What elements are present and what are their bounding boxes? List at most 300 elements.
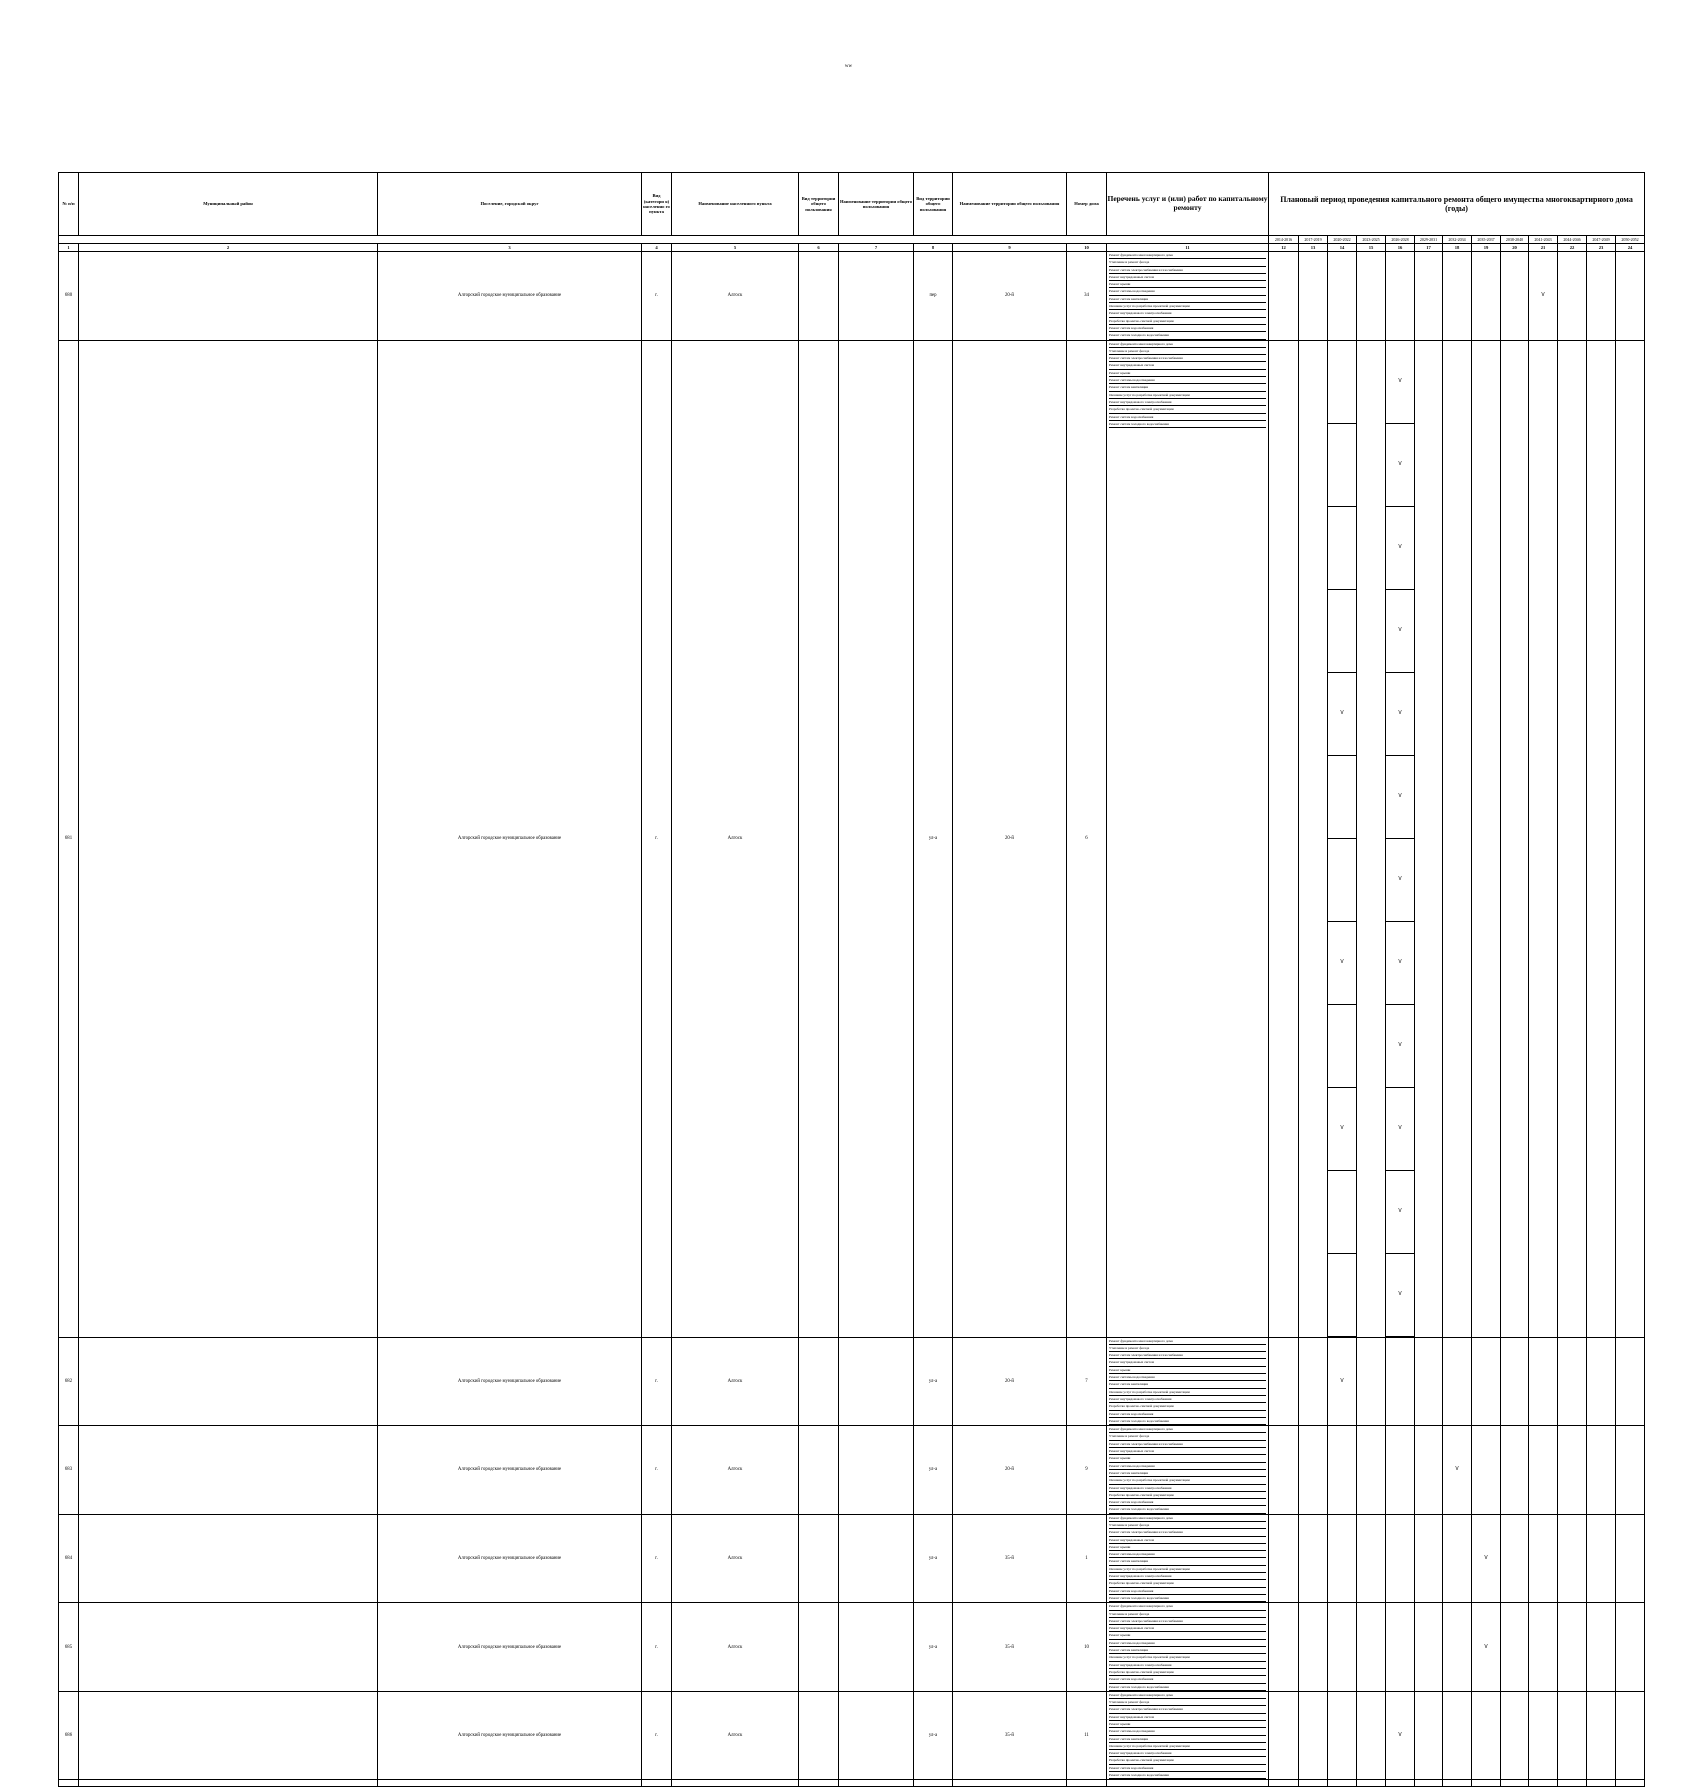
- period-cell: [1328, 1426, 1357, 1515]
- period-cell: [1587, 1691, 1616, 1780]
- col-locality-name-header: Наименование населенного пункта: [672, 173, 799, 236]
- period-subcell: V: [1386, 672, 1414, 755]
- period-cell: [1269, 1337, 1299, 1426]
- period-cell: [1529, 1514, 1558, 1603]
- row-number: 680: [59, 252, 79, 341]
- col-num-header: № п/п: [59, 173, 79, 236]
- work-item: Разработка проектно-сметной документации: [1109, 318, 1266, 325]
- period-cell: [1328, 1514, 1357, 1603]
- header-row: [59, 173, 1645, 236]
- year-cell: 2026-2028: [1386, 236, 1415, 244]
- work-item: Ремонт систем водоснабжения: [1109, 1499, 1266, 1506]
- locality-name-cell: Алгоск: [672, 340, 799, 1337]
- period-subcell: V: [1386, 506, 1414, 589]
- locality-type-cell: г.: [642, 340, 672, 1337]
- work-item: Ремонт систем вентиляции: [1109, 1470, 1266, 1477]
- work-item: Ремонт систем вентиляции: [1109, 1736, 1266, 1743]
- street-name-cell: [839, 1603, 914, 1692]
- period-subcell: V: [1328, 921, 1356, 1004]
- period-cell: [1443, 340, 1472, 1337]
- row-number: 683: [59, 1426, 79, 1515]
- period-cell: [1558, 1603, 1587, 1692]
- settlement-cell: Алгорский городское муниципальное образование: [378, 252, 642, 341]
- column-number: 7: [839, 244, 914, 252]
- period-subcell: [1328, 1170, 1356, 1253]
- continuation-cell: [1587, 1780, 1616, 1787]
- road-type-cell: ул-а: [914, 340, 953, 1337]
- district-cell: [79, 1691, 378, 1780]
- capital-repair-table: [58, 172, 1640, 1787]
- continuation-cell: [1386, 1780, 1415, 1787]
- work-item: Ремонт системы водоотведения: [1109, 1374, 1266, 1381]
- period-subcell: V: [1328, 672, 1356, 755]
- continuation-cell: [1269, 1780, 1299, 1787]
- work-item: Ремонт систем электроснабжения и газоснабжения: [1109, 355, 1266, 362]
- locality-name-cell: Алгоск: [672, 1337, 799, 1426]
- work-item: Ремонт фундамента многоквартирного дома: [1109, 1692, 1266, 1699]
- works-list-cell: [1107, 1426, 1269, 1515]
- period-subcell: V: [1386, 1170, 1414, 1253]
- street-type-cell: [799, 340, 839, 1337]
- column-number: 8: [914, 244, 953, 252]
- continuation-cell: [79, 1780, 378, 1787]
- column-number: 11: [1107, 244, 1269, 252]
- period-cell: [1501, 1691, 1529, 1780]
- year-cell: 2050-2052: [1616, 236, 1645, 244]
- settlement-cell: Алгорский городское муниципальное образование: [378, 340, 642, 1337]
- page-number: ww: [844, 64, 853, 69]
- works-list-cell: [1107, 340, 1269, 1337]
- work-item: Ремонт систем электроснабжения и газоснабжения: [1109, 1706, 1266, 1713]
- column-number: 9: [953, 244, 1067, 252]
- col-street-name-header: Наименование территории общего пользования: [839, 173, 914, 236]
- continuation-cell: [799, 1780, 839, 1787]
- work-item: Ремонт систем водоснабжения: [1109, 1588, 1266, 1595]
- road-name-cell: 20-й: [953, 1337, 1067, 1426]
- work-item: Разработка проектно-сметной документации: [1109, 1492, 1266, 1499]
- street-type-cell: [799, 1514, 839, 1603]
- work-item: Ремонт крыши: [1109, 1544, 1266, 1551]
- period-cell: [1501, 1337, 1529, 1426]
- period-cell: [1616, 1603, 1645, 1692]
- work-item: Ремонт фундамента многоквартирного дома: [1109, 252, 1266, 259]
- street-name-cell: [839, 1337, 914, 1426]
- column-number: 20: [1501, 244, 1529, 252]
- work-item: Ремонт внутридомового электроснабжения: [1109, 310, 1266, 317]
- period-cell: [1299, 1337, 1328, 1426]
- period-cell: [1616, 1514, 1645, 1603]
- district-cell: [79, 1337, 378, 1426]
- street-name-cell: [839, 1691, 914, 1780]
- road-name-cell: 20-й: [953, 252, 1067, 341]
- col-works-header: Перечень услуг и (или) работ по капитальному ремонту: [1107, 173, 1269, 236]
- continuation-cell: [839, 1780, 914, 1787]
- settlement-cell: Алгорский городское муниципальное образование: [378, 1337, 642, 1426]
- column-numbers-row: [59, 244, 1645, 252]
- street-type-cell: [799, 1691, 839, 1780]
- works-list-cell: [1107, 1691, 1269, 1780]
- work-item: Ремонт крыши: [1109, 1721, 1266, 1728]
- work-item: Ремонт систем электроснабжения и газоснабжения: [1109, 1529, 1266, 1536]
- work-item: Ремонт системы водоотведения: [1109, 1728, 1266, 1735]
- road-name-cell: 35-й: [953, 1691, 1067, 1780]
- work-item: Ремонт систем электроснабжения и газоснабжения: [1109, 1352, 1266, 1359]
- col-house-header: Номер дома: [1067, 173, 1107, 236]
- work-item: Ремонт систем холодного водоснабжения: [1109, 332, 1266, 339]
- work-item: Оказание услуг по разработке проектной документации: [1109, 1477, 1266, 1484]
- period-cell: [1269, 1514, 1299, 1603]
- period-cell: [1357, 1691, 1386, 1780]
- work-item: Ремонт внутридомового электроснабжения: [1109, 399, 1266, 406]
- period-cell: [1558, 1514, 1587, 1603]
- col-road-type-header: Вид территории общего пользования: [914, 173, 953, 236]
- period-subcell: V: [1386, 921, 1414, 1004]
- table-row: [59, 1603, 1645, 1692]
- period-cell: [1415, 1426, 1443, 1515]
- work-item: Ремонт систем вентиляции: [1109, 1381, 1266, 1388]
- period-mark: V: [1386, 1691, 1415, 1780]
- period-cell: [1299, 340, 1328, 1337]
- house-number-cell: 34: [1067, 252, 1107, 341]
- street-name-cell: [839, 1426, 914, 1515]
- period-cell: [1616, 1337, 1645, 1426]
- house-number-cell: 7: [1067, 1337, 1107, 1426]
- period-cell: [1299, 252, 1328, 341]
- period-subcell: [1328, 755, 1356, 838]
- col-district-header: Муниципальный район: [79, 173, 378, 236]
- road-type-cell: ул-а: [914, 1514, 953, 1603]
- work-item: Утепление и ремонт фасада: [1109, 259, 1266, 266]
- continuation-cell: [642, 1780, 672, 1787]
- period-cell: [1299, 1426, 1328, 1515]
- year-cell: 2029-2031: [1415, 236, 1443, 244]
- period-subcell: [1328, 1004, 1356, 1087]
- period-subcell: [1328, 838, 1356, 921]
- column-number: 2: [79, 244, 378, 252]
- road-type-cell: ул-а: [914, 1426, 953, 1515]
- period-subcell: V: [1386, 589, 1414, 672]
- locality-name-cell: Алгоск: [672, 252, 799, 341]
- col-locality-type-header: Вид (категори я) населенно го пункта: [642, 173, 672, 236]
- years-row: [59, 236, 1645, 244]
- period-subgrid: [1328, 341, 1356, 1337]
- work-item: Ремонт фундамента многоквартирного дома: [1109, 1338, 1266, 1345]
- period-cell: [1558, 1691, 1587, 1780]
- work-item: Ремонт крыши: [1109, 281, 1266, 288]
- work-item: Ремонт внутридомовых систем: [1109, 274, 1266, 281]
- continuation-cell: [1443, 1780, 1472, 1787]
- street-type-cell: [799, 252, 839, 341]
- continuation-cell: [914, 1780, 953, 1787]
- period-subcell: [1328, 1253, 1356, 1336]
- col-period-header: Плановый период проведения капитального ремонта общего имущества многоквартирного дома (годы): [1269, 173, 1645, 236]
- work-item: Ремонт систем электроснабжения и газоснабжения: [1109, 267, 1266, 274]
- work-item: Ремонт системы водоотведения: [1109, 1551, 1266, 1558]
- period-subcell: V: [1386, 423, 1414, 506]
- period-subcell: V: [1386, 755, 1414, 838]
- period-cell: [1357, 1337, 1386, 1426]
- table-row: [59, 1514, 1645, 1603]
- col-road-name-header: Наименование территории общего пользования: [953, 173, 1067, 236]
- period-cell: [1328, 252, 1357, 341]
- work-item: Утепление и ремонт фасада: [1109, 1699, 1266, 1706]
- period-cell: [1415, 1691, 1443, 1780]
- work-item: Разработка проектно-сметной документации: [1109, 1580, 1266, 1587]
- work-item: Ремонт фундамента многоквартирного дома: [1109, 341, 1266, 348]
- period-cell: [1386, 1426, 1415, 1515]
- period-cell: [1587, 1603, 1616, 1692]
- period-cell: [1386, 1337, 1415, 1426]
- road-name-cell: 20-й: [953, 1426, 1067, 1515]
- work-item: Ремонт системы водоотведения: [1109, 377, 1266, 384]
- period-cell: [1328, 1603, 1357, 1692]
- settlement-cell: Алгорский городское муниципальное образование: [378, 1426, 642, 1515]
- work-item: Ремонт систем водоснабжения: [1109, 1765, 1266, 1772]
- column-number: 1: [59, 244, 79, 252]
- period-subcell: [1328, 506, 1356, 589]
- works-list-cell: [1107, 252, 1269, 341]
- period-cell: [1415, 1603, 1443, 1692]
- locality-type-cell: г.: [642, 1514, 672, 1603]
- year-cell: 2017-2019: [1299, 236, 1328, 244]
- work-item: Ремонт фундамента многоквартирного дома: [1109, 1426, 1266, 1433]
- year-cell: 2023-2025: [1357, 236, 1386, 244]
- period-cell: [1587, 340, 1616, 1337]
- work-item: Оказание услуг по разработке проектной документации: [1109, 1743, 1266, 1750]
- period-cell: [1269, 1426, 1299, 1515]
- work-item: Утепление и ремонт фасада: [1109, 1345, 1266, 1352]
- work-item: Ремонт внутридомовых систем: [1109, 1448, 1266, 1455]
- road-type-cell: ул-а: [914, 1603, 953, 1692]
- road-name-cell: 35-й: [953, 1514, 1067, 1603]
- work-item: Ремонт внутридомового электроснабжения: [1109, 1485, 1266, 1492]
- work-item: Ремонт систем вентиляции: [1109, 384, 1266, 391]
- period-cell: [1386, 252, 1415, 341]
- table-row: [59, 1337, 1645, 1426]
- district-cell: [79, 1426, 378, 1515]
- period-cell: [1501, 1426, 1529, 1515]
- work-item: Оказание услуг по разработке проектной документации: [1109, 1654, 1266, 1661]
- years-blank: [59, 236, 1269, 244]
- period-cell: [1386, 340, 1415, 1337]
- period-cell: [1443, 252, 1472, 341]
- period-cell: [1558, 252, 1587, 341]
- work-item: Ремонт систем холодного водоснабжения: [1109, 1772, 1266, 1779]
- work-item: Ремонт внутридомового электроснабжения: [1109, 1396, 1266, 1403]
- locality-name-cell: Алгоск: [672, 1426, 799, 1515]
- work-item: Ремонт систем водоснабжения: [1109, 414, 1266, 421]
- continuation-cell: [1107, 1780, 1269, 1787]
- work-item: Разработка проектно-сметной документации: [1109, 1669, 1266, 1676]
- locality-type-cell: г.: [642, 1691, 672, 1780]
- period-cell: [1472, 252, 1501, 341]
- work-item: Разработка проектно-сметной документации: [1109, 406, 1266, 413]
- period-cell: [1529, 1603, 1558, 1692]
- road-type-cell: ул-а: [914, 1337, 953, 1426]
- work-item: Ремонт систем холодного водоснабжения: [1109, 1418, 1266, 1425]
- settlement-cell: Алгорский городское муниципальное образование: [378, 1514, 642, 1603]
- work-item: Утепление и ремонт фасада: [1109, 1433, 1266, 1440]
- period-mark: V: [1443, 1426, 1472, 1515]
- work-item: Ремонт фундамента многоквартирного дома: [1109, 1603, 1266, 1610]
- period-cell: [1501, 1603, 1529, 1692]
- period-subcell: V: [1386, 1004, 1414, 1087]
- period-mark: V: [1328, 1337, 1357, 1426]
- district-cell: [79, 1603, 378, 1692]
- work-item: Оказание услуг по разработке проектной документации: [1109, 1389, 1266, 1396]
- continuation-cell: [1067, 1780, 1107, 1787]
- continuation-cell: [672, 1780, 799, 1787]
- settlement-cell: Алгорский городское муниципальное образование: [378, 1603, 642, 1692]
- settlement-cell: Алгорский городское муниципальное образование: [378, 1691, 642, 1780]
- row-number: 682: [59, 1337, 79, 1426]
- period-cell: [1415, 1337, 1443, 1426]
- period-subcell: V: [1386, 1087, 1414, 1170]
- district-cell: [79, 1514, 378, 1603]
- continuation-cell: [1501, 1780, 1529, 1787]
- period-cell: [1501, 340, 1529, 1337]
- work-item: Ремонт крыши: [1109, 1367, 1266, 1374]
- year-cell: 2032-2034: [1443, 236, 1472, 244]
- period-cell: [1443, 1603, 1472, 1692]
- period-cell: [1357, 1603, 1386, 1692]
- period-cell: [1587, 1514, 1616, 1603]
- continuation-cell: [1299, 1780, 1328, 1787]
- year-cell: 2038-2040: [1501, 236, 1529, 244]
- work-item: Ремонт систем холодного водоснабжения: [1109, 421, 1266, 428]
- work-item: Разработка проектно-сметной документации: [1109, 1757, 1266, 1764]
- period-cell: [1269, 252, 1299, 341]
- work-item: Ремонт внутридомового электроснабжения: [1109, 1750, 1266, 1757]
- period-subcell: [1328, 589, 1356, 672]
- work-item: Ремонт систем холодного водоснабжения: [1109, 1684, 1266, 1691]
- period-cell: [1357, 1426, 1386, 1515]
- year-cell: 2044-2046: [1558, 236, 1587, 244]
- year-cell: 2041-2043: [1529, 236, 1558, 244]
- column-number: 24: [1616, 244, 1645, 252]
- table-row: [59, 1691, 1645, 1780]
- house-number-cell: 10: [1067, 1603, 1107, 1692]
- row-number: 681: [59, 340, 79, 1337]
- work-item: Ремонт крыши: [1109, 1632, 1266, 1639]
- col-settlement-header: Поселение, городской округ: [378, 173, 642, 236]
- column-number: 18: [1443, 244, 1472, 252]
- work-item: Ремонт систем электроснабжения и газоснабжения: [1109, 1441, 1266, 1448]
- period-cell: [1529, 1337, 1558, 1426]
- period-cell: [1328, 1691, 1357, 1780]
- period-cell: [1529, 340, 1558, 1337]
- column-number: 13: [1299, 244, 1328, 252]
- work-item: Ремонт систем водоснабжения: [1109, 1411, 1266, 1418]
- column-number: 12: [1269, 244, 1299, 252]
- column-number: 19: [1472, 244, 1501, 252]
- work-item: Ремонт систем холодного водоснабжения: [1109, 1595, 1266, 1602]
- street-type-cell: [799, 1603, 839, 1692]
- column-number: 17: [1415, 244, 1443, 252]
- locality-name-cell: Алгоск: [672, 1603, 799, 1692]
- period-cell: [1558, 340, 1587, 1337]
- street-name-cell: [839, 1514, 914, 1603]
- work-item: Ремонт системы водоотведения: [1109, 1463, 1266, 1470]
- period-subcell: [1328, 423, 1356, 506]
- period-cell: [1501, 1514, 1529, 1603]
- continuation-cell: [1357, 1780, 1386, 1787]
- road-type-cell: ул-а: [914, 1691, 953, 1780]
- work-item: Ремонт систем вентиляции: [1109, 1558, 1266, 1565]
- period-cell: [1357, 1514, 1386, 1603]
- continuation-cell: [1558, 1780, 1587, 1787]
- work-item: Ремонт крыши: [1109, 1455, 1266, 1462]
- row-number: 684: [59, 1514, 79, 1603]
- work-item: Оказание услуг по разработке проектной документации: [1109, 392, 1266, 399]
- column-number: 4: [642, 244, 672, 252]
- work-item: Ремонт внутридомового электроснабжения: [1109, 1662, 1266, 1669]
- locality-type-cell: г.: [642, 252, 672, 341]
- work-item: Ремонт систем водоснабжения: [1109, 1676, 1266, 1683]
- house-number-cell: 6: [1067, 340, 1107, 1337]
- period-cell: [1357, 340, 1386, 1337]
- table-row: [59, 252, 1645, 341]
- continuation-cell: [1616, 1780, 1645, 1787]
- period-cell: [1558, 1426, 1587, 1515]
- work-item: Разработка проектно-сметной документации: [1109, 1403, 1266, 1410]
- house-number-cell: 9: [1067, 1426, 1107, 1515]
- year-cell: 2035-2037: [1472, 236, 1501, 244]
- column-number: 23: [1587, 244, 1616, 252]
- period-subcell: V: [1386, 341, 1414, 424]
- street-type-cell: [799, 1337, 839, 1426]
- work-item: Утепление и ремонт фасада: [1109, 1611, 1266, 1618]
- continuation-cell: [59, 1780, 79, 1787]
- column-number: 3: [378, 244, 642, 252]
- continuation-cell: [1529, 1780, 1558, 1787]
- road-name-cell: 35-й: [953, 1603, 1067, 1692]
- table-row: [59, 1426, 1645, 1515]
- work-item: Ремонт систем холодного водоснабжения: [1109, 1506, 1266, 1513]
- column-number: 14: [1328, 244, 1357, 252]
- house-number-cell: 1: [1067, 1514, 1107, 1603]
- period-cell: [1443, 1514, 1472, 1603]
- street-name-cell: [839, 252, 914, 341]
- work-item: Ремонт системы водоотведения: [1109, 1640, 1266, 1647]
- period-cell: [1299, 1691, 1328, 1780]
- works-list-cell: [1107, 1514, 1269, 1603]
- period-cell: [1501, 252, 1529, 341]
- work-item: Ремонт систем вентиляции: [1109, 1647, 1266, 1654]
- col-street-type-header: Вид территории общего пользования: [799, 173, 839, 236]
- work-item: Оказание услуг по разработке проектной документации: [1109, 1566, 1266, 1573]
- period-cell: [1415, 1514, 1443, 1603]
- street-type-cell: [799, 1426, 839, 1515]
- continuation-cell: [953, 1780, 1067, 1787]
- column-number: 15: [1357, 244, 1386, 252]
- period-cell: [1269, 340, 1299, 1337]
- locality-name-cell: Алгоск: [672, 1514, 799, 1603]
- period-subcell: [1328, 341, 1356, 424]
- period-cell: [1472, 1691, 1501, 1780]
- locality-type-cell: г.: [642, 1603, 672, 1692]
- period-cell: [1415, 340, 1443, 1337]
- street-name-cell: [839, 340, 914, 1337]
- work-item: Ремонт системы водоотведения: [1109, 288, 1266, 295]
- district-cell: [79, 252, 378, 341]
- locality-name-cell: Алгоск: [672, 1691, 799, 1780]
- period-cell: [1616, 340, 1645, 1337]
- period-cell: [1386, 1514, 1415, 1603]
- works-list-cell: [1107, 1603, 1269, 1692]
- period-cell: [1472, 1337, 1501, 1426]
- period-cell: [1472, 340, 1501, 1337]
